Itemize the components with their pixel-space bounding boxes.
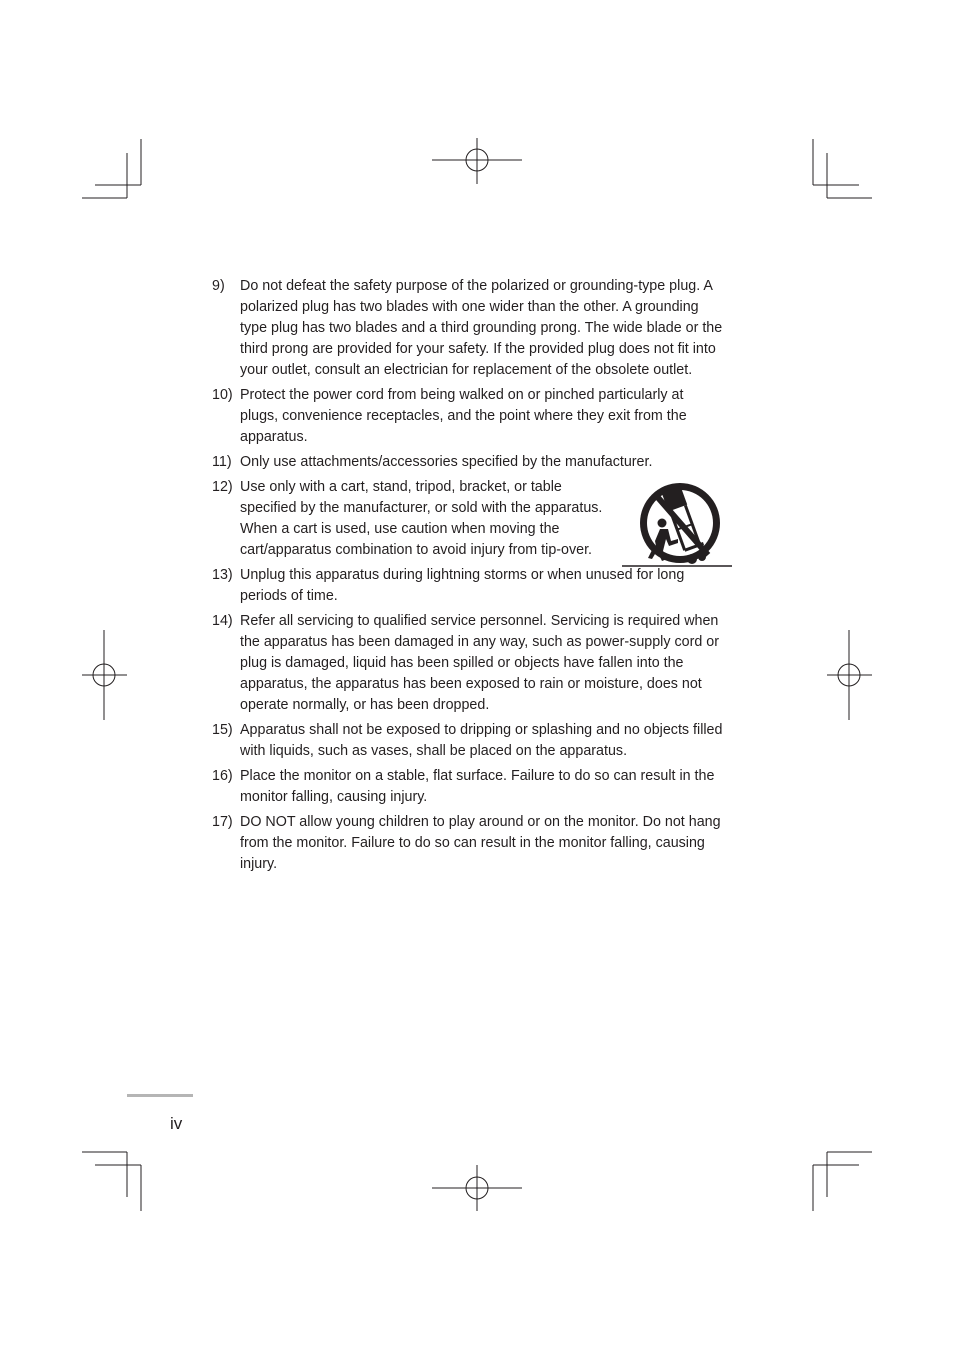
- item-number: 14): [212, 613, 233, 629]
- item-number: 16): [212, 768, 233, 784]
- item-text: Unplug this apparatus during lightning storms or when unused for long periods of time.: [240, 567, 685, 604]
- list-item: [212, 452, 724, 473]
- safety-instructions-list: [212, 276, 724, 879]
- page-number: iv: [170, 1114, 183, 1133]
- item-text: Refer all servicing to qualified service personnel. Servicing is required when the apparatus has been damaged in any way, such as power-supply cord or plug is damaged, liquid has been spilled or objects have fallen into the apparatus, the apparatus has been exposed to rain or moisture, does not operate normally, or has been dropped.: [240, 613, 719, 713]
- item-text: Place the monitor on a stable, flat surface. Failure to do so can result in the monitor falling, causing injury.: [240, 768, 715, 805]
- list-item: [212, 812, 724, 875]
- list-item: [212, 477, 724, 561]
- list-item: [212, 766, 724, 808]
- item-text: Protect the power cord from being walked on or pinched particularly at plugs, convenience receptacles, and the point where they exit from the apparatus.: [240, 387, 687, 445]
- list-item: [212, 565, 724, 607]
- item-text: Use only with a cart, stand, tripod, bracket, or table specified by the manufacturer, or sold with the apparatus. When a cart is used, use caution when moving the cart/apparatus combination to avoid injury from tip-over.: [240, 479, 603, 558]
- item-text: Apparatus shall not be exposed to dripping or splashing and no objects filled with liquids, such as vases, shall be placed on the apparatus.: [240, 722, 723, 759]
- list-item: [212, 385, 724, 448]
- list-item: [212, 611, 724, 716]
- item-number: 11): [212, 454, 232, 470]
- item-text: DO NOT allow young children to play around or on the monitor. Do not hang from the monitor. Failure to do so can result in the monitor falling, causing injury.: [240, 814, 721, 872]
- item-number: 13): [212, 567, 233, 583]
- item-number: 12): [212, 479, 233, 495]
- list-item: [212, 276, 724, 381]
- item-text: Do not defeat the safety purpose of the polarized or grounding-type plug. A polarized plug has two blades with one wider than the other. A grounding type plug has two blades and a third grounding prong. The wide blade or the third prong are provided for your safety. If the provided plug does not fit into your outlet, consult an electrician for replacement of the obsolete outlet.: [240, 278, 723, 378]
- item-number: 17): [212, 814, 233, 830]
- item-number: 15): [212, 722, 233, 738]
- item-text: Only use attachments/accessories specified by the manufacturer.: [240, 454, 653, 470]
- item-number: 9): [212, 278, 225, 294]
- page-number-rule: [127, 1094, 193, 1097]
- cart-tip-over-warning-icon: [622, 479, 732, 567]
- item-number: 10): [212, 387, 233, 403]
- list-item: [212, 720, 724, 762]
